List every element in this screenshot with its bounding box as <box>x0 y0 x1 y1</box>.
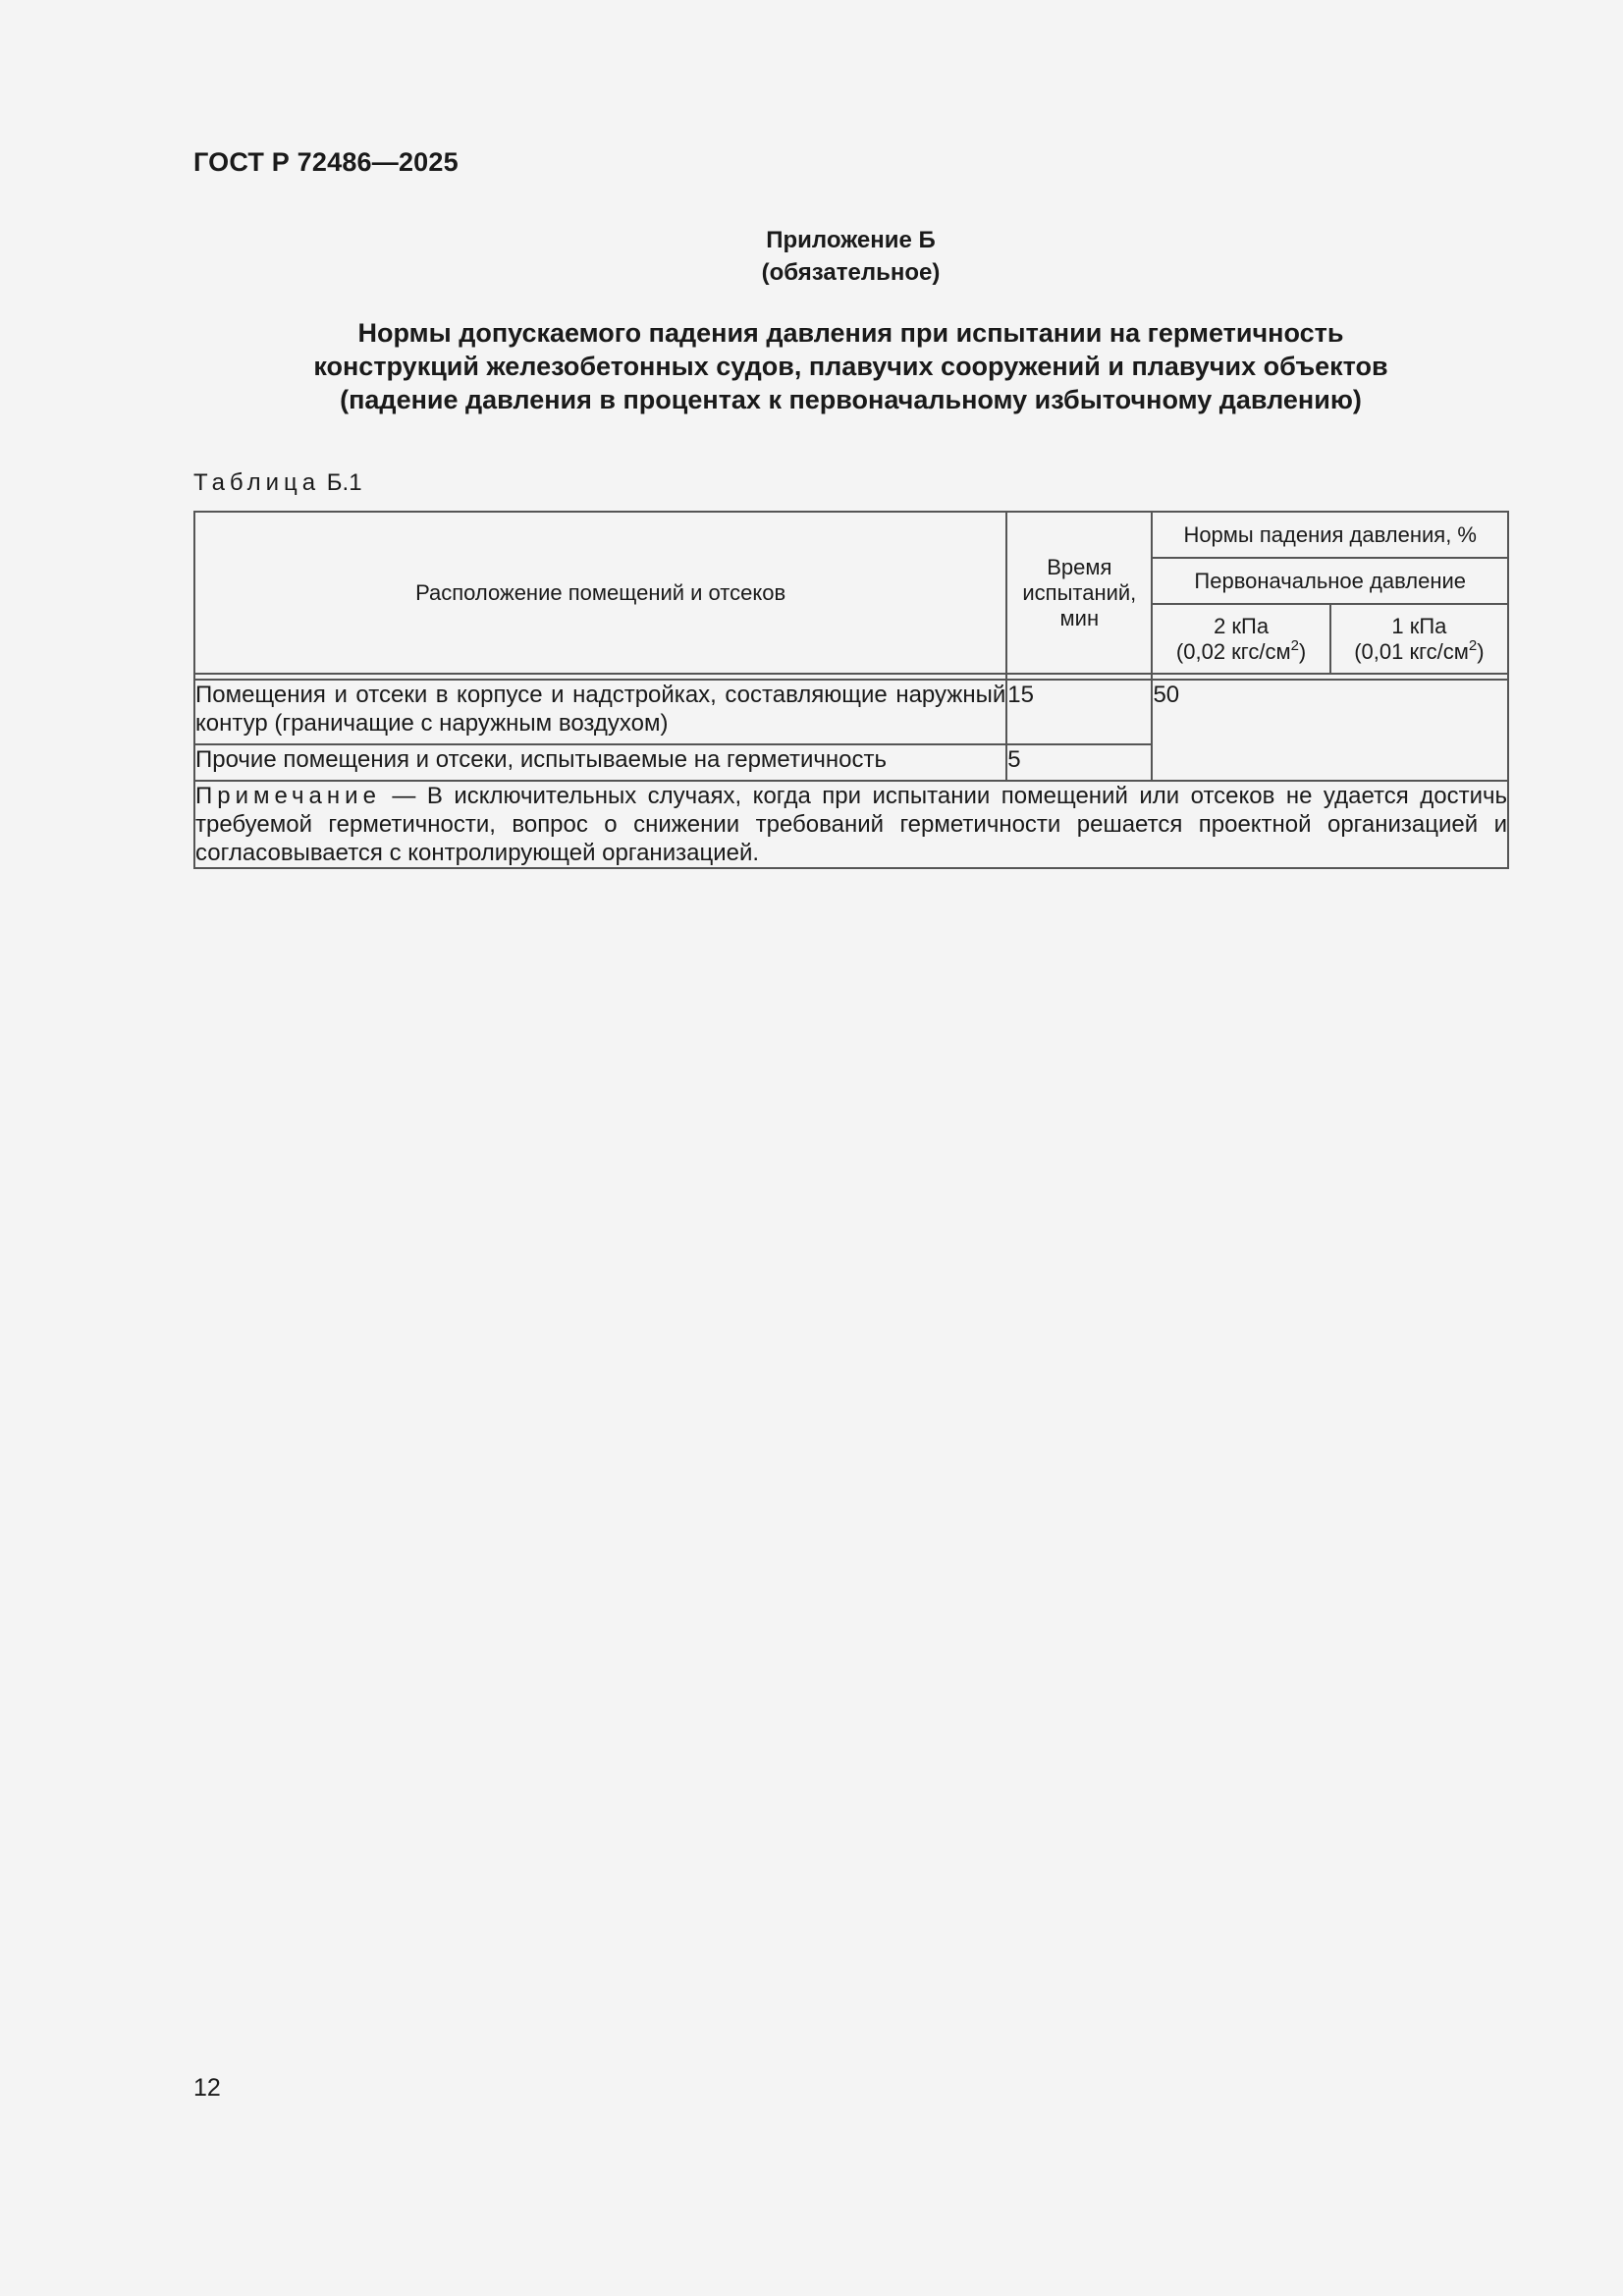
row-location: Помещения и отсеки в корпусе и надстройках, составляющие наружный контур (граничащие с наружным воздухом) <box>194 680 1006 744</box>
note-label: Примечание <box>195 783 381 809</box>
header-2kpa-line-2: (0,02 кгс/$см^2$) <box>1175 636 1307 664</box>
header-2kpa <box>1152 604 1329 674</box>
header-location: Расположение помещений и отсеков <box>194 512 1006 674</box>
header-time-line-3: мин <box>1059 605 1100 630</box>
row-location: Прочие помещения и отсеки, испытываемые на герметичность <box>194 744 1006 781</box>
header-2kpa-line-1: 2 кПа <box>1214 613 1270 638</box>
appendix-title: Приложение Б <box>766 227 936 253</box>
table-header-row <box>194 512 1508 558</box>
row-norm: 50 <box>1152 680 1508 781</box>
section-title <box>0 316 1623 416</box>
appendix-heading <box>0 224 1623 289</box>
table-row <box>194 680 1508 744</box>
table-note-row <box>194 781 1508 868</box>
header-initial-pressure: Первоначальное давление <box>1152 558 1508 604</box>
page-number: 12 <box>193 2074 221 2102</box>
header-norms: Нормы падения давления, % <box>1152 512 1508 558</box>
table-caption-word: Таблица <box>193 469 321 496</box>
row-time: 15 <box>1006 680 1152 744</box>
header-time <box>1006 512 1152 674</box>
table-caption <box>193 469 362 497</box>
section-title-line-2: конструкций железобетонных судов, плавучих сооружений и плавучих объектов <box>313 352 1388 381</box>
row-time: 5 <box>1006 744 1152 781</box>
header-time-line-1: Время <box>1047 554 1112 579</box>
section-title-line-3: (падение давления в процентах к первоначальному избыточному давлению) <box>340 385 1362 414</box>
header-1kpa-line-2: (0,01 кгс/$см^2$) <box>1354 636 1485 664</box>
header-time-line-2: испытаний, <box>1022 579 1137 605</box>
table-note <box>194 781 1508 868</box>
header-1kpa <box>1330 604 1508 674</box>
section-title-line-1: Нормы допускаемого падения давления при испытании на герметичность <box>357 318 1344 348</box>
document-code: ГОСТ Р 72486—2025 <box>193 147 459 177</box>
note-text: — В исключительных случаях, когда при испытании помещений или отсеков не удается достичь требуемой герметичности, вопрос о снижении требований герметичности решается проектной организацией и согласовывается с контролирующей организацией. <box>195 783 1507 866</box>
appendix-status: (обязательное) <box>761 259 941 286</box>
pressure-norms-table <box>193 511 1509 869</box>
table-caption-number: Б.1 <box>326 469 362 496</box>
header-1kpa-line-1: 1 кПа <box>1391 613 1447 638</box>
